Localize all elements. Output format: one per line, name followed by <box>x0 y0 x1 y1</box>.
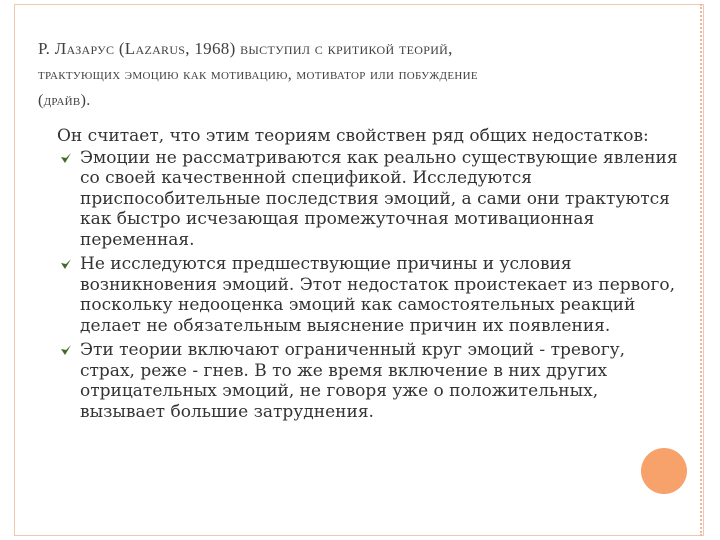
list-item-text: Эмоции не рассматриваются как реально существующие явления со своей качественной спецификой. Исследуются приспособительные последствия эмоций, а сами они трактуются как быстро исчезающая промежуточная мотивационная переменная. <box>80 147 678 250</box>
checkmark-bullet-icon <box>60 258 72 270</box>
title-line-3: (драйв). <box>38 92 91 109</box>
slide-title <box>38 36 683 114</box>
list-item-text: Эти теории включают ограниченный круг эмоций - тревогу, страх, реже - гнев. В то же время включение в них других отрицательных эмоций, не говоря уже о положительных, вызывает большие затруднения. <box>80 340 626 422</box>
list-item <box>60 148 685 251</box>
list-item <box>60 254 685 336</box>
checkmark-bullet-icon <box>60 344 72 356</box>
intro-text: Он считает, что этим теориям свойствен ряд общих недостатков: <box>57 126 649 146</box>
title-line-1: Р. Лазарус (Lazarus, 1968) выступил с критикой теорий, <box>38 39 453 58</box>
bullet-list <box>60 148 685 423</box>
decorative-circle <box>641 448 687 494</box>
checkmark-bullet-icon <box>60 152 72 164</box>
list-item <box>60 340 685 422</box>
slide-body <box>57 126 685 426</box>
decorative-dotted-rule <box>700 4 702 536</box>
list-item-text: Не исследуются предшествующие причины и условия возникновения эмоций. Этот недостаток проистекает из первого, поскольку недооценка эмоций как самостоятельных реакций делает не обязательным выяснение причин их появления. <box>80 254 676 336</box>
title-line-2: трактующих эмоцию как мотивацию, мотиватор или побуждение <box>38 66 478 83</box>
